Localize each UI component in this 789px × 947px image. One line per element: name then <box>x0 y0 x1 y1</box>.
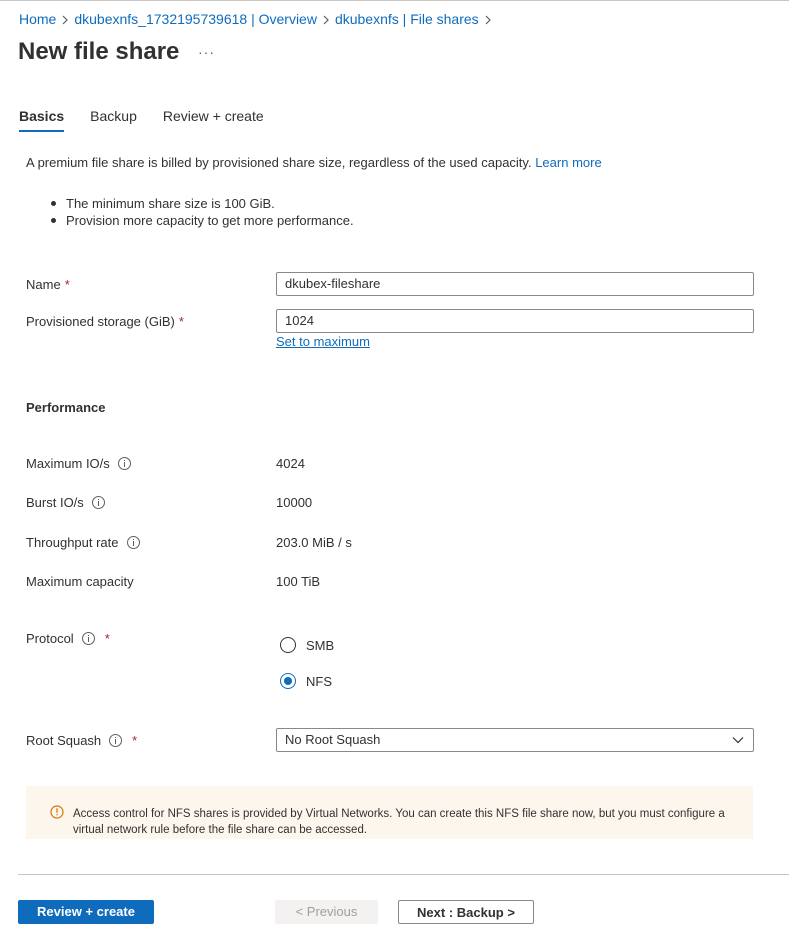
burst-io-value: 10000 <box>276 495 313 510</box>
nfs-access-warning <box>26 786 753 839</box>
throughput-label <box>26 535 140 550</box>
bullet-item: Provision more capacity to get more performance. <box>66 213 354 228</box>
required-marker: * <box>104 631 110 646</box>
chevron-right-icon <box>56 11 74 27</box>
breadcrumb-overview[interactable]: dkubexnfs_1732195739618 | Overview <box>74 11 317 27</box>
breadcrumb-home[interactable]: Home <box>19 11 57 27</box>
protocol-label <box>26 631 110 646</box>
radio-label: SMB <box>306 637 335 653</box>
billing-info-text: A premium file share is billed by provisioned share size, regardless of the used capacity. <box>26 155 532 170</box>
more-options-icon[interactable]: ··· <box>198 44 215 60</box>
tab-bar <box>19 108 290 130</box>
breadcrumb-file-shares[interactable]: dkubexnfs | File shares <box>334 11 479 27</box>
info-icon[interactable] <box>109 734 122 747</box>
storage-input[interactable]: 1024 <box>276 309 754 333</box>
throughput-value: 203.0 MiB / s <box>276 535 352 550</box>
learn-more-link[interactable]: Learn more <box>535 155 602 170</box>
name-label-text: Name <box>26 277 61 292</box>
max-io-label <box>26 456 131 471</box>
chevron-right-icon <box>317 11 335 27</box>
throughput-label-text: Throughput rate <box>26 535 119 550</box>
root-squash-select[interactable] <box>276 728 754 752</box>
root-squash-label <box>26 733 137 748</box>
radio-label: NFS <box>306 673 332 689</box>
info-icon[interactable] <box>127 536 140 549</box>
max-capacity-label <box>26 574 134 589</box>
radio-button[interactable] <box>280 637 296 653</box>
chevron-down-icon <box>731 733 745 747</box>
breadcrumb <box>19 11 497 27</box>
footer-divider <box>18 874 789 875</box>
performance-heading: Performance <box>26 400 106 415</box>
info-icon[interactable] <box>92 496 105 509</box>
required-marker: * <box>64 277 70 292</box>
name-label <box>26 277 70 292</box>
required-marker: * <box>178 314 184 329</box>
page-title: New file share <box>18 38 180 65</box>
burst-io-label-text: Burst IO/s <box>26 495 84 510</box>
set-to-maximum-link[interactable]: Set to maximum <box>276 334 370 349</box>
max-io-label-text: Maximum IO/s <box>26 456 110 471</box>
storage-label-text: Provisioned storage (GiB) <box>26 314 175 329</box>
burst-io-label <box>26 495 105 510</box>
billing-info <box>26 155 602 170</box>
root-squash-value: No Root Squash <box>285 732 381 747</box>
tab-backup[interactable]: Backup <box>90 108 137 124</box>
info-icon[interactable] <box>118 457 131 470</box>
info-bullets <box>26 195 354 229</box>
tab-basics[interactable]: Basics <box>19 108 64 130</box>
info-icon[interactable] <box>82 632 95 645</box>
tab-review-create[interactable]: Review + create <box>162 108 264 124</box>
storage-label <box>26 314 184 329</box>
max-capacity-label-text: Maximum capacity <box>26 574 134 589</box>
protocol-label-text: Protocol <box>26 631 74 646</box>
root-squash-label-text: Root Squash <box>26 733 102 748</box>
name-input[interactable]: dkubex-fileshare <box>276 272 754 296</box>
protocol-option-smb[interactable] <box>280 637 334 653</box>
next-backup-button[interactable]: Next : Backup > <box>398 900 534 924</box>
previous-button[interactable]: < Previous <box>275 900 378 924</box>
max-capacity-value: 100 TiB <box>276 574 321 589</box>
required-marker: * <box>132 733 138 748</box>
top-divider <box>0 0 789 1</box>
protocol-option-nfs[interactable] <box>280 673 332 689</box>
radio-button[interactable] <box>280 673 296 689</box>
bullet-item: The minimum share size is 100 GiB. <box>66 195 354 212</box>
warning-icon <box>50 805 64 819</box>
max-io-value: 4024 <box>276 456 305 471</box>
warning-text: Access control for NFS shares is provided by Virtual Networks. You can create this NFS file share now, but you must configure a virtual network rule before the file share can be accessed. <box>73 808 725 836</box>
chevron-right-icon <box>479 11 497 27</box>
review-create-button[interactable]: Review + create <box>18 900 154 924</box>
